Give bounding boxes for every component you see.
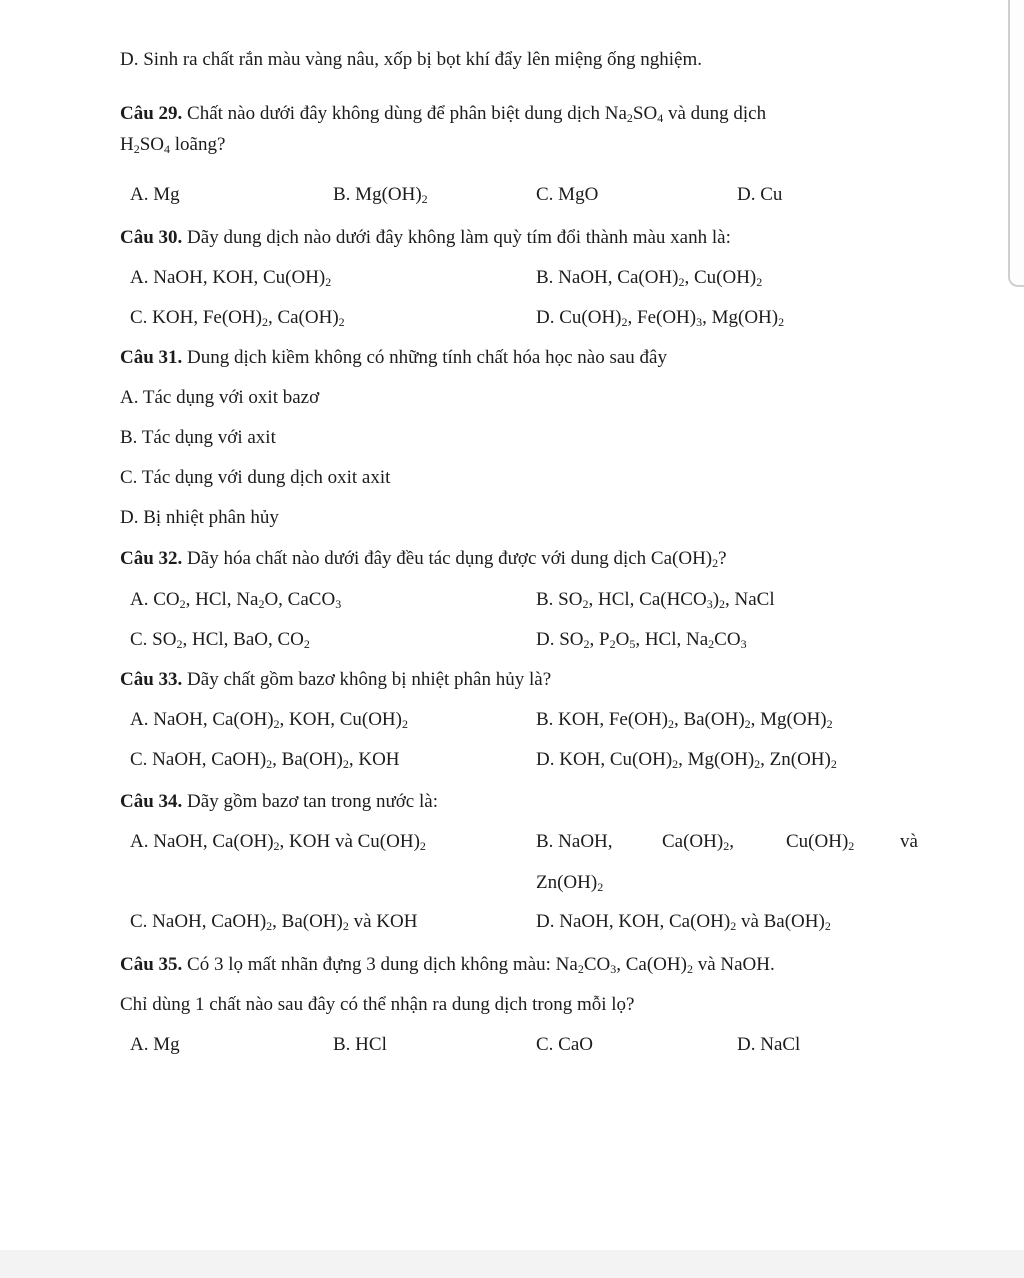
question-33-number: Câu 33. [120, 669, 183, 690]
question-35-line-2: Chỉ dùng 1 chất nào sau đây có thể nhận ra dung dịch trong mỗi lọ? [120, 994, 635, 1015]
question-32-stem: Câu 32. Dãy hóa chất nào dưới đây đều tác dụng được với dung dịch $Ca(OH)_2$? [120, 548, 727, 570]
q33-option-a: A. NaOH, $Ca(OH)_2$, KOH, $Cu(OH)_2$ [130, 709, 408, 731]
question-30-stem: Câu 30. Dãy dung dịch nào dưới đây không làm quỳ tím đổi thành màu xanh là: [120, 227, 731, 248]
question-32-number: Câu 32. [120, 548, 183, 569]
q35-option-b: B. HCl [333, 1034, 387, 1055]
q34-option-b-part-4: và [900, 831, 918, 852]
q34-option-b-part-2: $Ca(OH)_2$, [662, 831, 734, 853]
question-33-stem: Câu 33. Dãy chất gồm bazơ không bị nhiệt phân hủy là? [120, 669, 552, 690]
q34-option-d: D. NaOH, KOH, $Ca(OH)_2$ và $Ba(OH)_2$ [536, 911, 831, 933]
question-35-line-1: Câu 35. Có 3 lọ mất nhãn đựng 3 dung dịch không màu: $Na_2CO_3$, $Ca(OH)_2$ và NaOH. [120, 954, 775, 976]
q31-option-b: B. Tác dụng với axit [120, 427, 276, 448]
q31-option-a: A. Tác dụng với oxit bazơ [120, 387, 320, 408]
q35-option-c: C. CaO [536, 1034, 593, 1055]
q33-option-d: D. KOH, $Cu(OH)_2$, $Mg(OH)_2$, $Zn(OH)_2$ [536, 749, 837, 771]
q34-option-b-line-2: $Zn(OH)_2$ [536, 872, 604, 894]
q29-option-c: C. MgO [536, 184, 599, 205]
q33-option-c: C. NaOH, $CaOH)_2$, $Ba(OH)_2$, KOH [130, 749, 400, 771]
bottom-band [0, 1250, 1024, 1278]
q34-option-a: A. NaOH, $Ca(OH)_2$, KOH và $Cu(OH)_2$ [130, 831, 426, 853]
q29-option-b: B. $Mg(OH)_2$ [333, 184, 428, 206]
q32-option-d: D. $SO_2$, $P_2O_5$, HCl, $Na_2CO_3$ [536, 629, 747, 651]
q29-option-d: D. Cu [737, 184, 783, 205]
question-35-number: Câu 35. [120, 954, 183, 975]
q32-option-a: A. $CO_2$, HCl, $Na_2O$, CaCO$_3$ [130, 589, 342, 611]
question-31-number: Câu 31. [120, 347, 183, 368]
question-29-line-2: $H_2SO_4$ loãng? [120, 134, 226, 156]
question-34-stem: Câu 34. Dãy gồm bazơ tan trong nước là: [120, 791, 438, 812]
q32-option-b: B. $SO_2$, HCl, $Ca(HCO_3)_2$, NaCl [536, 589, 775, 611]
q34-option-b-part-1: B. NaOH, [536, 831, 613, 852]
q33-option-b: B. KOH, $Fe(OH)_2$, $Ba(OH)_2$, $Mg(OH)_2$ [536, 709, 833, 731]
q29-option-a: A. Mg [130, 184, 180, 205]
q35-option-a: A. Mg [130, 1034, 180, 1055]
prev-option-d: D. Sinh ra chất rắn màu vàng nâu, xốp bị bọt khí đẩy lên miệng ống nghiệm. [120, 49, 703, 70]
q31-option-d: D. Bị nhiệt phân hủy [120, 507, 279, 528]
q30-option-d: D. $Cu(OH)_2$, $Fe(OH)_3$, $Mg(OH)_2$ [536, 307, 785, 329]
q35-option-d: D. NaCl [737, 1034, 801, 1055]
page-edge [1008, 0, 1024, 287]
question-29-line-1: Câu 29. Chất nào dưới đây không dùng để phân biệt dung dịch $Na_2SO_4$ và dung dịch [120, 103, 767, 125]
question-31-stem: Câu 31. Dung dịch kiềm không có những tính chất hóa học nào sau đây [120, 347, 667, 368]
q30-option-a: A. NaOH, KOH, $Cu(OH)_2$ [130, 267, 332, 289]
question-29-number: Câu 29. [120, 103, 183, 124]
q30-option-b: B. NaOH, $Ca(OH)_2$, $Cu(OH)_2$ [536, 267, 763, 289]
question-34-number: Câu 34. [120, 791, 183, 812]
q32-option-c: C. $SO_2$, HCl, BaO, $CO_2$ [130, 629, 310, 651]
q34-option-c: C. NaOH, $CaOH)_2$, $Ba(OH)_2$ và KOH [130, 911, 418, 933]
q31-option-c: C. Tác dụng với dung dịch oxit axit [120, 467, 391, 488]
q34-option-b-part-3: $Cu(OH)_2$ [786, 831, 855, 853]
q30-option-c: C. KOH, $Fe(OH)_2$, $Ca(OH)_2$ [130, 307, 345, 329]
question-30-number: Câu 30. [120, 227, 183, 248]
